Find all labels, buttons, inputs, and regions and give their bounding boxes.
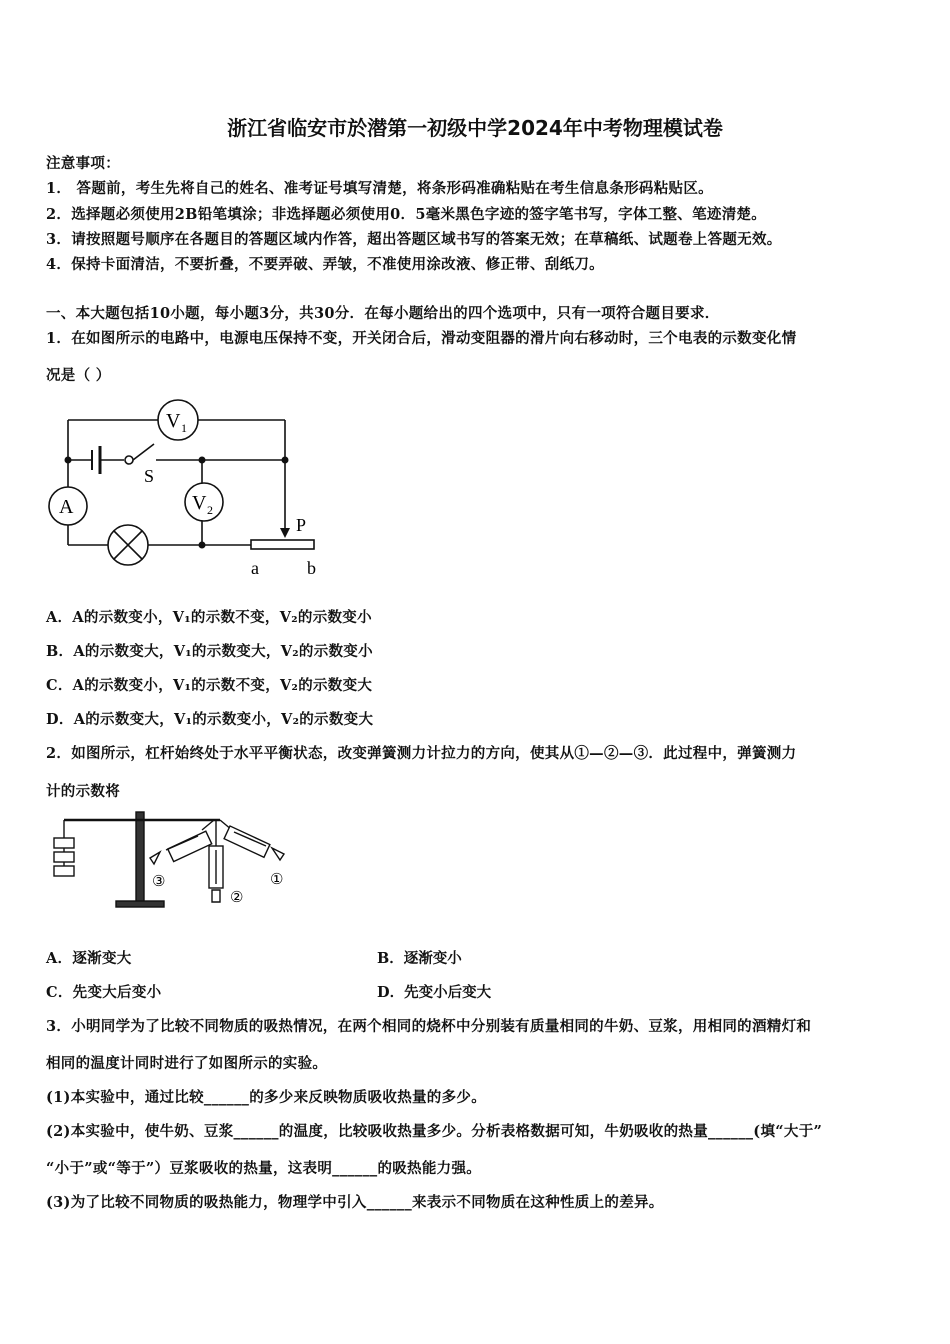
q1-circuit-diagram — [44, 392, 344, 582]
end-b-label: b — [307, 558, 316, 578]
notice-item: 3．请按照题号顺序在各题目的答题区域内作答，超出答题区域书写的答案无效；在草稿纸、试题卷上答题无效。 — [46, 231, 782, 248]
q3-part1: (1)本实验中，通过比较______的多少来反映物质吸收热量的多少。 — [46, 1089, 487, 1106]
q2-stem-line2: 计的示数将 — [46, 783, 120, 800]
q3-part2-line1: (2)本实验中，使牛奶、豆浆______的温度，比较吸收热量多少。分析表格数据可知，牛奶吸收的热量______(填“大于” — [46, 1123, 823, 1140]
q3-part3: (3)为了比较不同物质的吸热能力，物理学中引入______来表示不同物质在这种性质上的差异。 — [46, 1194, 664, 1211]
end-a-label: a — [251, 558, 259, 578]
v2-subscript: 2 — [207, 503, 213, 517]
q2-option-c: C．先变大后变小 — [46, 984, 162, 1001]
q3-stem-line1: 3．小明同学为了比较不同物质的吸热情况，在两个相同的烧杯中分别装有质量相同的牛奶、豆浆，用相同的酒精灯和 — [46, 1018, 812, 1035]
slider-label: P — [296, 515, 307, 535]
position-3-label: ③ — [152, 874, 166, 890]
v1-label: V — [166, 410, 181, 432]
q1-stem-line2: 况是（ ） — [46, 367, 111, 384]
notice-item: 2．选择题必须使用2B铅笔填涂；非选择题必须使用0．5毫米黑色字迹的签字笔书写，字体工整、笔迹清楚。 — [46, 206, 767, 223]
q1-option-d: D．A的示数变大，V₁的示数变小，V₂的示数变大 — [46, 711, 374, 728]
notice-item: 1． 答题前，考生先将自己的姓名、准考证号填写清楚，将条形码准确粘贴在考生信息条形码粘贴区。 — [46, 180, 713, 197]
q1-stem-line1: 1．在如图所示的电路中，电源电压保持不变，开关闭合后，滑动变阻器的滑片向右移动时，三个电表的示数变化情 — [46, 330, 797, 347]
notice-item: 4．保持卡面清洁，不要折叠，不要弄破、弄皱，不准使用涂改液、修正带、刮纸刀。 — [46, 256, 604, 273]
q1-option-b: B．A的示数变大，V₁的示数变大，V₂的示数变小 — [46, 643, 373, 660]
q2-option-d: D．先变小后变大 — [377, 984, 492, 1001]
q1-option-a: A．A的示数变小，V₁的示数不变，V₂的示数变小 — [46, 609, 372, 626]
v1-subscript: 1 — [181, 421, 187, 435]
position-1-label: ① — [270, 872, 284, 888]
switch-label: S — [144, 466, 155, 486]
position-2-label: ② — [230, 890, 244, 906]
page-title: 浙江省临安市於潜第一初级中学2024年中考物理模试卷 — [227, 116, 723, 140]
q2-lever-diagram — [44, 808, 304, 913]
ammeter-label: A — [59, 496, 74, 518]
section-heading: 一、本大题包括10小题，每小题3分，共30分．在每小题给出的四个选项中，只有一项符合题目要求． — [46, 305, 720, 322]
q2-stem-line1: 2．如图所示，杠杆始终处于水平平衡状态，改变弹簧测力计拉力的方向，使其从①—②—③．此过程中，弹簧测力 — [46, 745, 797, 762]
v2-label: V — [192, 492, 207, 514]
q3-part2-line2: “小于”或“等于”）豆浆吸收的热量，这表明______的吸热能力强。 — [46, 1160, 482, 1177]
q2-option-b: B．逐渐变小 — [377, 950, 462, 967]
q1-option-c: C．A的示数变小，V₁的示数不变，V₂的示数变大 — [46, 677, 373, 694]
q3-stem-line2: 相同的温度计同时进行了如图所示的实验。 — [46, 1055, 328, 1072]
q2-option-a: A．逐渐变大 — [46, 950, 132, 967]
notice-heading: 注意事项： — [46, 155, 120, 172]
